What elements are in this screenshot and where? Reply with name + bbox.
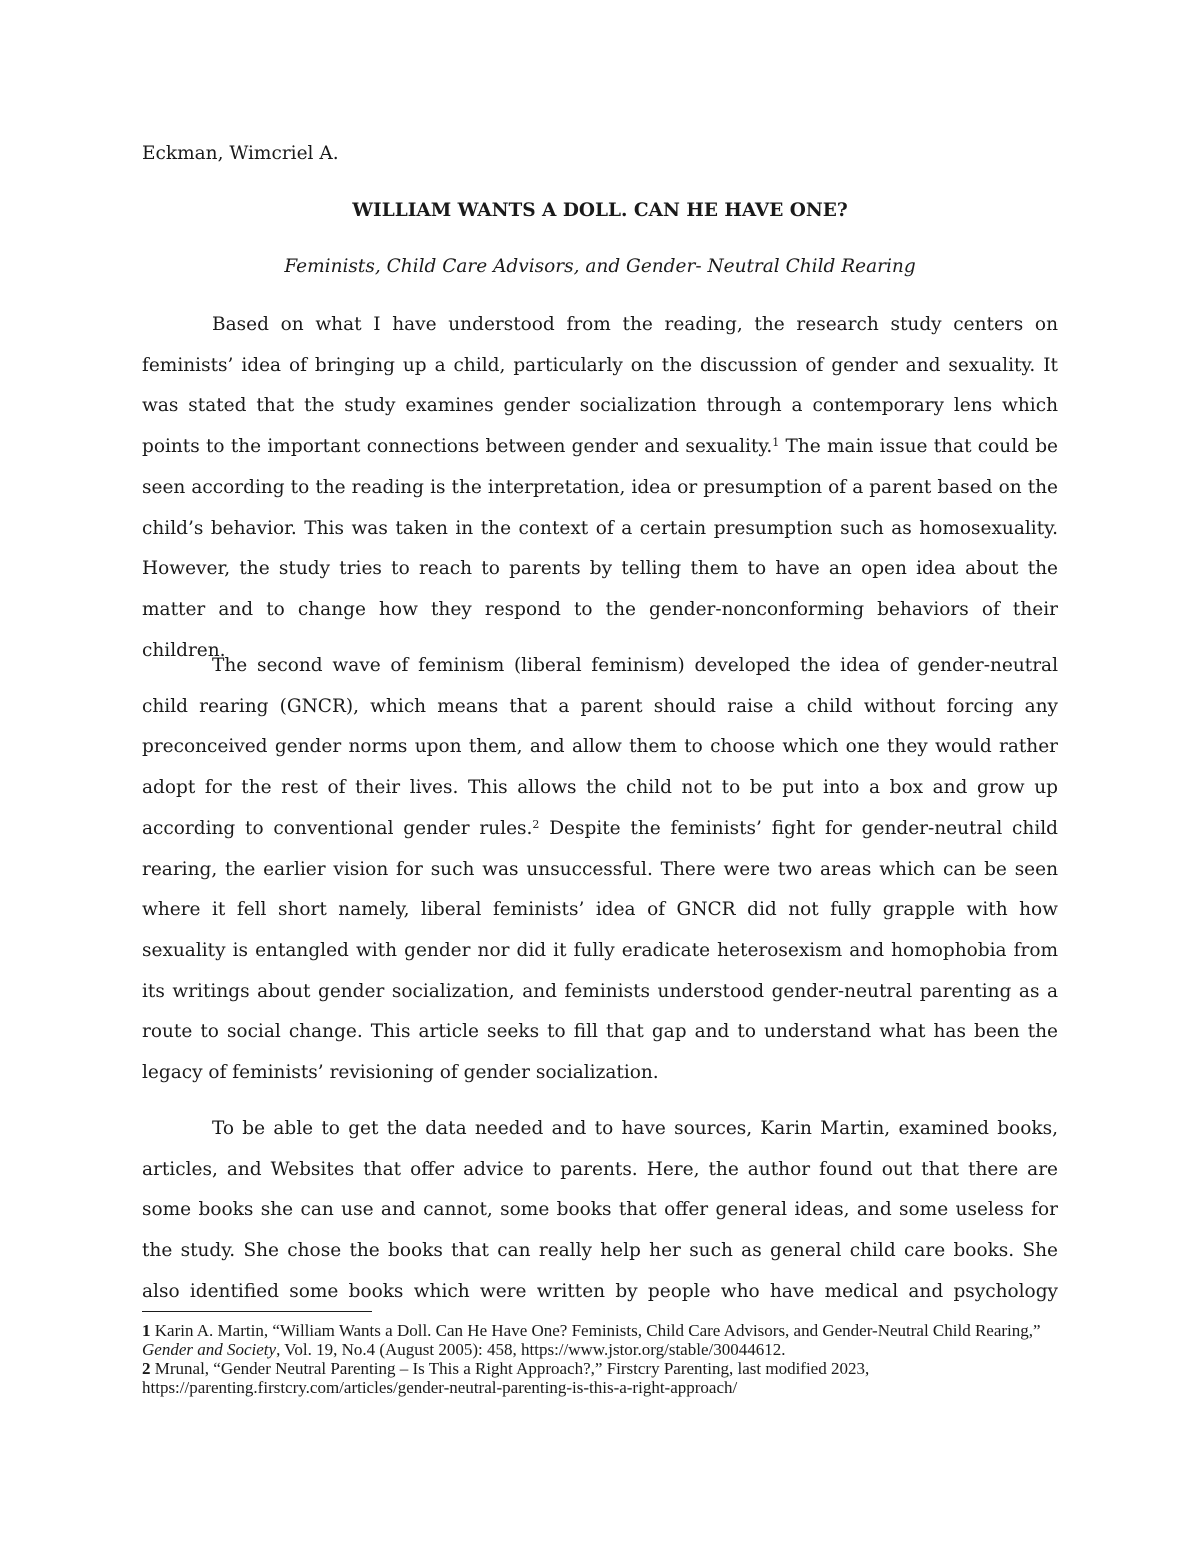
body-paragraph-1 bbox=[142, 305, 1058, 671]
footnote-ref-1: 1 bbox=[772, 436, 780, 450]
paragraph-2-text: The second wave of feminism (liberal feminism) developed the idea of gender-neutral child rearing (GNCR), which means that a parent should raise a child without forcing any preconceived gender norms upon them, and allow them to choose which one they would rather adopt for the rest of their lives. This allows the child not to be put into a box and grow up according to conventional gender rules. bbox=[142, 655, 1058, 839]
footnote-1-text-cont: , Vol. 19, No.4 (August 2005): 458, https://www.jstor.org/stable/30044612. bbox=[276, 1340, 786, 1359]
body-paragraph-3 bbox=[142, 1109, 1058, 1313]
footnote-1 bbox=[142, 1321, 1072, 1359]
paragraph-3-text: To be able to get the data needed and to have sources, Karin Martin, examined books, articles, and Websites that offer advice to parents. Here, the author found out that there are some books she can use and cannot, some books that offer general ideas, and some useless for the study. She chose the books that can really help her such as general child care books. She also identified some books which were written by people who have medical and psychology bbox=[142, 1118, 1058, 1302]
footnote-2-number: 2 bbox=[142, 1359, 151, 1378]
author-name: Eckman, Wimcriel A. bbox=[142, 143, 339, 164]
footnote-ref-2: 2 bbox=[532, 817, 540, 831]
body-paragraph-2 bbox=[142, 646, 1058, 1094]
footnote-2-text: Mrunal, “Gender Neutral Parenting – Is This a Right Approach?,” Firstcry Parenting, last modified 2023, https://parenting.firstcry.com/articles/gender-neutral-parenting-is-this-a-right-approach/ bbox=[142, 1359, 870, 1397]
paragraph-2-text-cont: Despite the feminists’ fight for gender-neutral child rearing, the earlier vision for such was unsuccessful. There were two areas which can be seen where it fell short namely, liberal feminists’ idea of GNCR did not fully grapple with how sexuality is entangled with gender nor did it fully eradicate heterosexism and homophobia from its writings about gender socialization, and feminists understood gender-neutral parenting as a route to social change. This article seeks to fill that gap and to understand what has been the legacy of feminists’ revisioning of gender socialization. bbox=[142, 817, 1058, 1084]
footnote-1-number: 1 bbox=[142, 1321, 151, 1340]
footnote-2 bbox=[142, 1359, 1072, 1397]
footnote-1-journal: Gender and Society bbox=[142, 1340, 277, 1359]
footnote-separator bbox=[142, 1311, 372, 1312]
document-title: WILLIAM WANTS A DOLL. CAN HE HAVE ONE? bbox=[352, 200, 848, 221]
footnote-1-text: Karin A. Martin, “William Wants a Doll. Can He Have One? Feminists, Child Care Advisors, and Gender-Neutral Child Rearing,” bbox=[150, 1321, 1041, 1340]
document-subtitle: Feminists, Child Care Advisors, and Gender- Neutral Child Rearing bbox=[284, 256, 916, 277]
paragraph-1-text: Based on what I have understood from the reading, the research study centers on feminists’ idea of bringing up a child, particularly on the discussion of gender and sexuality. It was stated that the study examines gender socialization through a contemporary lens which points to the important connections between gender and sexuality. bbox=[142, 314, 1058, 458]
footnotes bbox=[142, 1321, 1072, 1397]
paragraph-1-text-cont: The main issue that could be seen according to the reading is the interpretation, idea or presumption of a parent based on the child’s behavior. This was taken in the context of a certain presumption such as homosexuality. However, the study tries to reach to parents by telling them to have an open idea about the matter and to change how they respond to the gender-nonconforming behaviors of their children. bbox=[142, 436, 1059, 661]
